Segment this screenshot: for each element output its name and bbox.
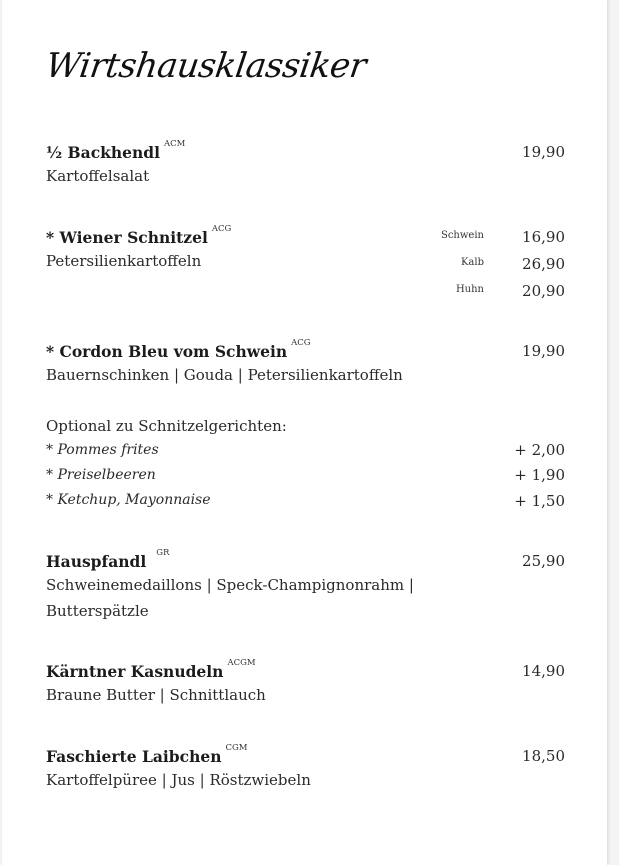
dish-name: * Cordon Bleu vom Schwein $^{ACG}$	[46, 338, 311, 361]
dish-description: Braune Butter | Schnittlauch	[46, 686, 266, 704]
dish-name: * Wiener Schnitzel $^{ACG}$	[46, 224, 232, 247]
dish-name: Faschierte Laibchen $^{CGM}$	[46, 743, 248, 766]
variant-label: Schwein	[440, 230, 484, 241]
option-item: * Preiselbeeren	[46, 467, 156, 483]
dish-description: Bauernschinken | Gouda | Petersilienkartoffeln	[46, 366, 403, 384]
option-item: * Ketchup, Mayonnaise	[46, 492, 211, 508]
menu-page	[2, 0, 607, 865]
allergen-codes: ACGM	[227, 658, 256, 668]
dish-price: 19,90	[522, 342, 565, 360]
dish-description: Kartoffelsalat	[46, 167, 150, 185]
variant-label: Huhn	[455, 284, 484, 295]
variant-label: Kalb	[460, 257, 484, 268]
option-price: + 2,00	[514, 441, 565, 459]
variant-price: 16,90	[522, 228, 565, 246]
allergen-codes: ACG	[291, 338, 311, 348]
allergen-codes: GR	[156, 548, 170, 558]
option-price: + 1,50	[514, 492, 565, 510]
dish-description: Kartoffelpüree | Jus | Röstzwiebeln	[46, 771, 311, 789]
dish-price: 25,90	[522, 552, 565, 570]
allergen-codes: CGM	[225, 743, 248, 753]
allergen-codes: ACG	[211, 224, 232, 234]
dish-name: Kärntner Kasnudeln $^{ACGM}$	[46, 658, 256, 681]
variant-price: 26,90	[522, 255, 565, 273]
dish-description: Petersilienkartoffeln	[46, 252, 202, 270]
option-price: + 1,90	[514, 466, 565, 484]
option-item: * Pommes frites	[46, 442, 159, 458]
dish-price: 19,90	[522, 143, 565, 161]
dish-price: 18,50	[522, 747, 565, 765]
allergen-codes: ACM	[164, 139, 186, 149]
menu-title: Wirtshausklassiker	[43, 46, 369, 86]
dish-description: Butterspätzle	[46, 602, 149, 620]
variant-price: 20,90	[522, 282, 565, 300]
dish-name: Hauspfandl $^{GR}$	[46, 548, 170, 571]
dish-description: Schweinemedaillons | Speck-Champignonrahm |	[46, 576, 414, 594]
dish-price: 14,90	[522, 662, 565, 680]
options-heading: Optional zu Schnitzelgerichten:	[46, 417, 287, 435]
dish-name: ½ Backhendl $^{ACM}$	[46, 139, 186, 162]
